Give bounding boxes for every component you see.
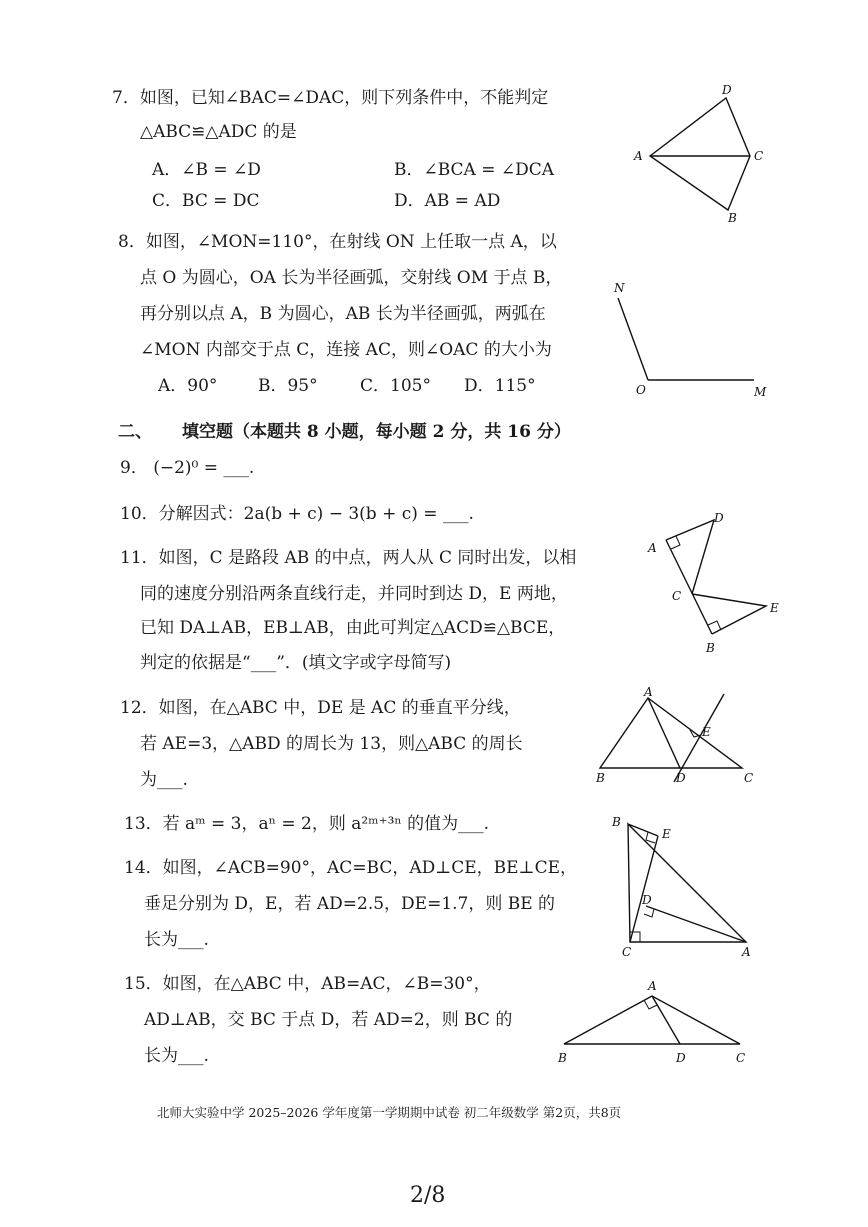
q7-option-a: A．∠B = ∠D bbox=[152, 160, 261, 180]
q14-label-c: C bbox=[622, 945, 632, 959]
q11-triangle-bce bbox=[692, 594, 766, 634]
q11-segment-ab bbox=[666, 540, 712, 634]
page-number: 2/8 bbox=[410, 1183, 446, 1208]
q14-label-d: D bbox=[642, 893, 652, 907]
q12-segment-ad bbox=[648, 698, 680, 768]
q12-label-a: A bbox=[644, 685, 653, 699]
section-number: 二、 bbox=[118, 422, 152, 442]
q14-line1: 14．如图，∠ACB=90°，AC=BC，AD⊥CE，BE⊥CE， bbox=[124, 858, 577, 878]
q9-text: 9． (−2)⁰ = ___. bbox=[120, 458, 255, 478]
q12-line3: 为___. bbox=[140, 770, 188, 790]
q7-figure bbox=[630, 84, 780, 224]
q11-triangle-acd bbox=[666, 520, 714, 594]
q11-line4: 判定的依据是“___”．(填文字或字母简写) bbox=[140, 653, 452, 673]
q12-triangle-abc bbox=[600, 698, 742, 768]
section-title: 填空题（本题共 8 小题，每小题 2 分，共 16 分） bbox=[182, 422, 571, 442]
q11-label-e: E bbox=[770, 601, 779, 615]
q8-figure bbox=[606, 276, 776, 402]
q8-line3: 再分别以点 A，B 为圆心，AB 长为半径画弧，两弧在 bbox=[140, 304, 546, 324]
q14-line3: 长为___. bbox=[144, 930, 209, 950]
q11-label-d: D bbox=[714, 511, 724, 525]
q8-option-d: D．115° bbox=[464, 376, 536, 396]
q8-line4: ∠MON 内部交于点 C，连接 AC，则∠OAC 的大小为 bbox=[140, 340, 552, 360]
q11-label-c: C bbox=[672, 589, 682, 603]
q7-label-d: D bbox=[722, 83, 732, 97]
q7-line2: △ABC≌△ADC 的是 bbox=[140, 122, 297, 142]
q7-label-b: B bbox=[728, 211, 737, 225]
q8-option-a: A．90° bbox=[158, 376, 218, 396]
exam-footer: 北师大实验中学 2025–2026 学年度第一学期期中试卷 初二年级数学 第2页，共8页 bbox=[157, 1105, 622, 1120]
q7-option-b: B．∠BCA = ∠DCA bbox=[394, 160, 555, 180]
q11-label-b: B bbox=[706, 641, 715, 655]
q8-option-c: C．105° bbox=[360, 376, 431, 396]
q12-label-e: E bbox=[702, 725, 711, 739]
q12-label-b: B bbox=[596, 771, 605, 785]
q14-label-b: B bbox=[612, 815, 621, 829]
q12-label-d: D bbox=[676, 771, 686, 785]
q8-line1: 8．如图，∠MON=110°，在射线 ON 上任取一点 A，以 bbox=[118, 232, 557, 252]
q15-line1: 15．如图，在△ABC 中，AB=AC，∠B=30°， bbox=[124, 974, 491, 994]
q7-quadrilateral bbox=[650, 98, 750, 210]
q11-line3: 已知 DA⊥AB，EB⊥AB，由此可判定△ACD≌△BCE， bbox=[140, 618, 566, 638]
q8-line2: 点 O 为圆心，OA 长为半径画弧，交射线 OM 于点 B， bbox=[140, 268, 563, 288]
q15-line3: 长为___. bbox=[144, 1046, 209, 1066]
q15-label-a: A bbox=[648, 979, 657, 993]
q12-line1: 12．如图，在△ABC 中，DE 是 AC 的垂直平分线， bbox=[120, 698, 521, 718]
q8-label-m: M bbox=[754, 385, 767, 399]
q14-line2: 垂足分别为 D，E，若 AD=2.5，DE=1.7，则 BE 的 bbox=[144, 894, 556, 914]
q15-label-b: B bbox=[558, 1051, 567, 1065]
q14-right-angle-d bbox=[644, 909, 654, 917]
q11-line2: 同的速度分别沿两条直线行走，并同时到达 D，E 两地， bbox=[140, 584, 568, 604]
q7-option-c: C．BC = DC bbox=[152, 191, 260, 211]
q15-label-c: C bbox=[736, 1051, 746, 1065]
q7-option-d: D．AB = AD bbox=[394, 191, 501, 211]
q10-text: 10．分解因式：2a(b + c) − 3(b + c) = ___. bbox=[120, 504, 474, 524]
q7-label-a: A bbox=[634, 149, 643, 163]
q14-segment-ad bbox=[646, 906, 746, 942]
q7-line1: 7．如图，已知∠BAC=∠DAC，则下列条件中，不能判定 bbox=[112, 88, 549, 108]
q11-label-a: A bbox=[648, 541, 657, 555]
q8-label-n: N bbox=[614, 281, 625, 295]
q15-figure bbox=[550, 974, 760, 1066]
q14-figure bbox=[608, 810, 768, 960]
q13-text: 13．若 aᵐ = 3，aⁿ = 2，则 a²ᵐ⁺³ⁿ 的值为___. bbox=[124, 814, 490, 834]
q11-line1: 11．如图，C 是路段 AB 的中点，两人从 C 同时出发，以相 bbox=[120, 548, 577, 568]
q15-label-d: D bbox=[676, 1051, 686, 1065]
q14-segment-ce bbox=[630, 836, 658, 942]
q14-label-e: E bbox=[662, 827, 671, 841]
q8-ray-on bbox=[618, 298, 648, 380]
q12-label-c: C bbox=[744, 771, 754, 785]
q7-label-c: C bbox=[754, 149, 764, 163]
q15-line2: AD⊥AB，交 BC 于点 D，若 AD=2，则 BC 的 bbox=[144, 1010, 513, 1030]
q15-triangle-abc bbox=[564, 996, 740, 1044]
q12-figure bbox=[590, 686, 770, 796]
q14-label-a: A bbox=[742, 945, 751, 959]
q11-figure bbox=[640, 508, 790, 658]
q14-segment-be bbox=[628, 824, 658, 836]
q12-line2: 若 AE=3，△ABD 的周长为 13，则△ABC 的周长 bbox=[140, 734, 523, 754]
q8-label-o: O bbox=[636, 383, 646, 397]
q12-bisector-line bbox=[674, 694, 724, 782]
q8-option-b: B．95° bbox=[258, 376, 318, 396]
